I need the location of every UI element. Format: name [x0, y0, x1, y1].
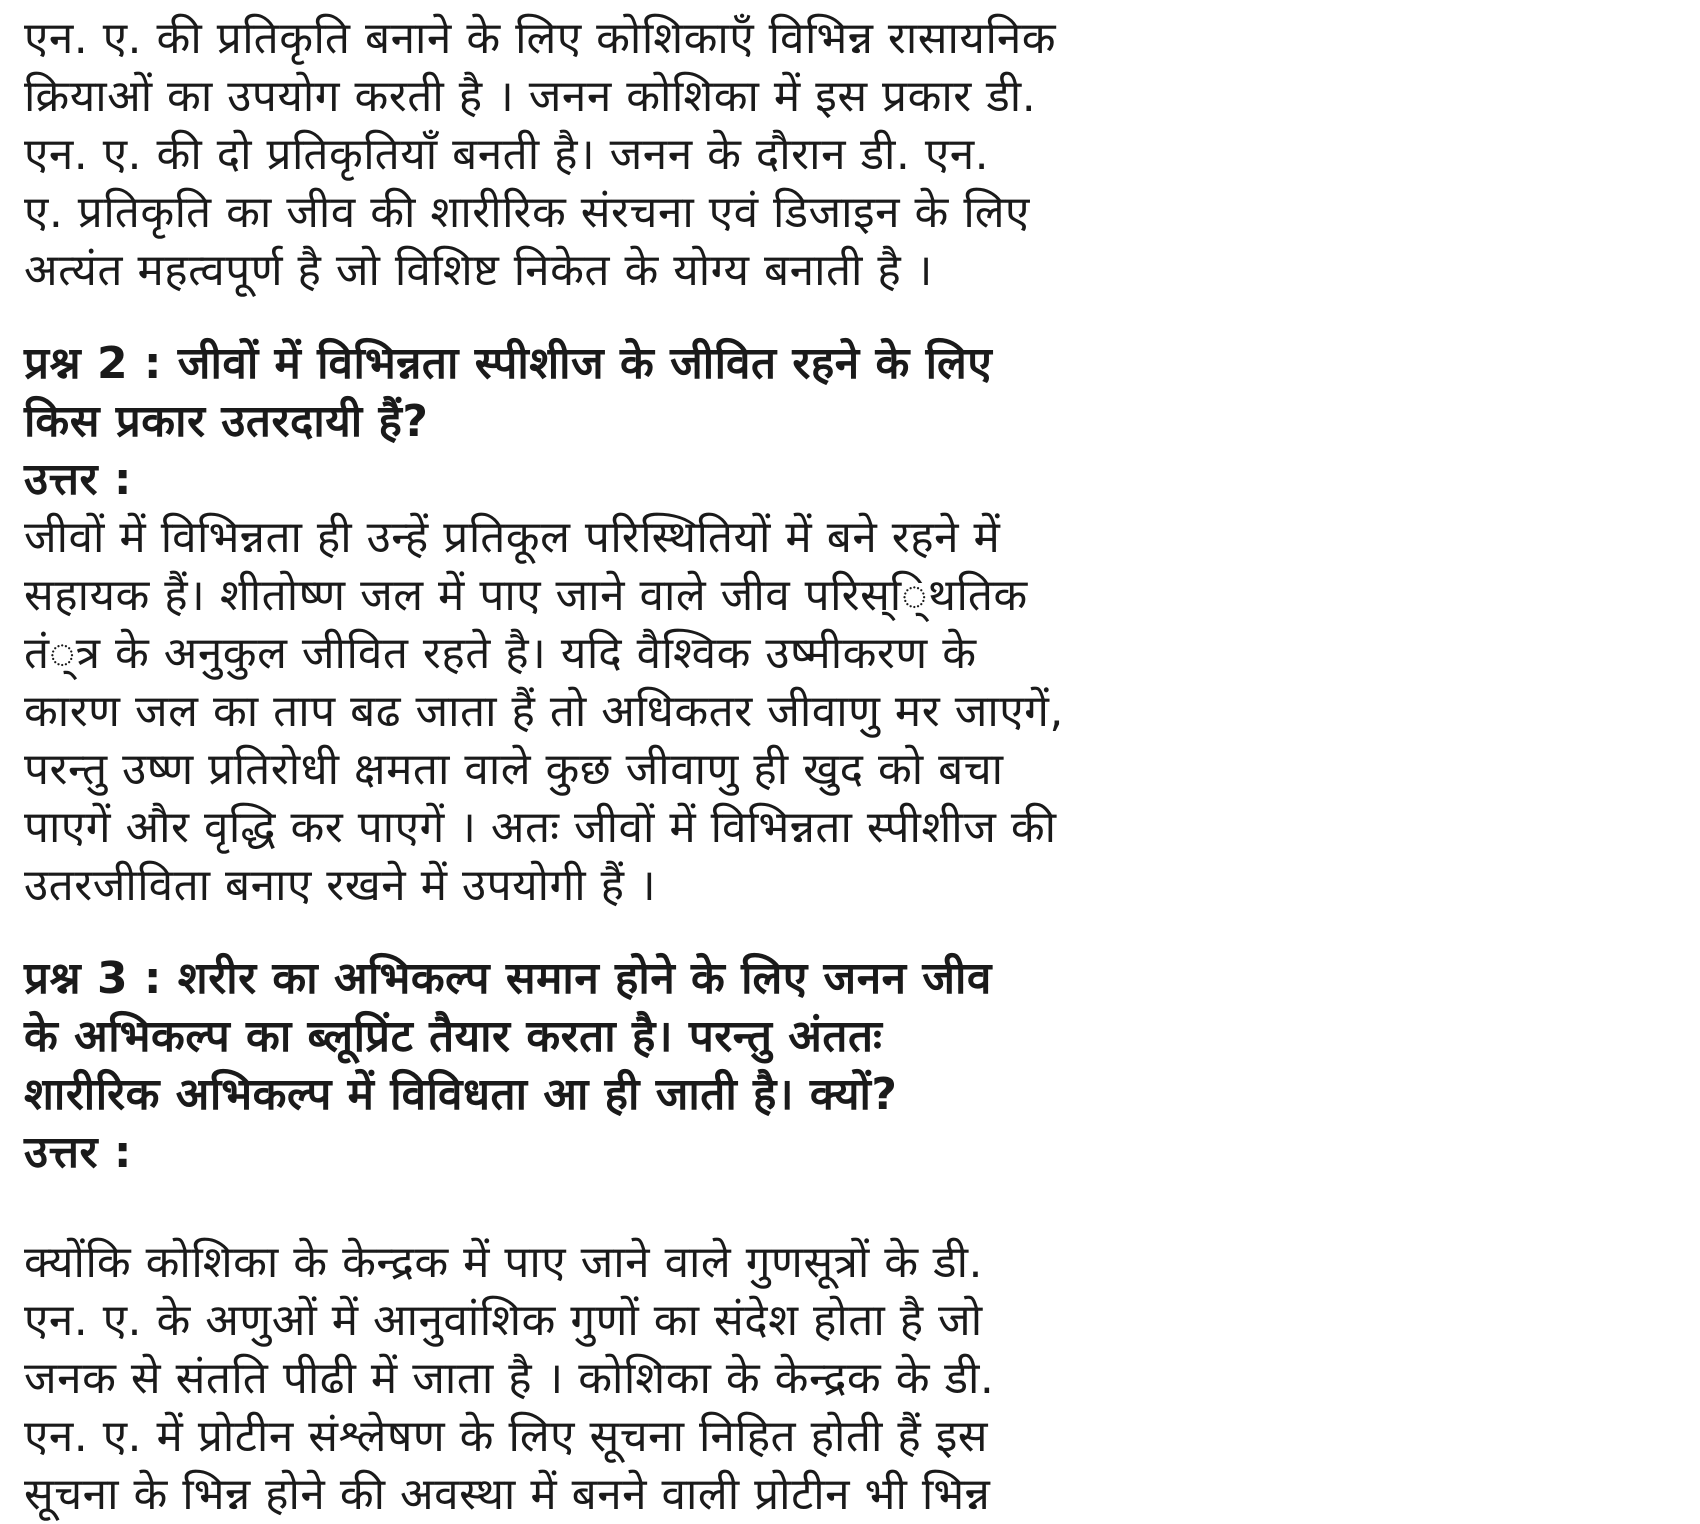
question-3-line: प्रश्न 3 : शरीर का अभिकल्प समान होने के लिए जनन जीव — [24, 953, 992, 1004]
text-line: एन. ए. की दो प्रतिकृतियाँ बनती है। जनन के दौरान डी. एन. — [24, 129, 990, 180]
question-3 — [24, 950, 1184, 1524]
answer-3-line: सूचना के भिन्न होने की अवस्था में बनने वाली प्रोटीन भी भिन्न — [24, 1469, 991, 1520]
answer-2-label: उत्तर : — [24, 454, 132, 505]
text-line: अत्यंत महत्वपूर्ण है जो विशिष्ट निकेत के योग्य बनाती है । — [24, 245, 933, 296]
document-page — [24, 0, 1184, 1524]
answer-2-line: तं्त्र के अनुकुल जीवित रहते है। यदि वैश्विक उष्मीकरण के — [24, 628, 977, 679]
answer-3-line: क्योंकि कोशिका के केन्द्रक में पाए जाने वाले गुणसूत्रों के डी. — [24, 1237, 983, 1288]
answer-2-line: पाएगें और वृद्धि कर पाएगें । अतः जीवों में विभिन्नता स्पीशीज की — [24, 802, 1057, 853]
spacer — [24, 1182, 1184, 1234]
question-3-line: शारीरिक अभिकल्प में विविधता आ ही जाती है। क्यों? — [24, 1069, 898, 1120]
text-line: एन. ए. की प्रतिकृति बनाने के लिए कोशिकाएँ विभिन्न रासायनिक — [24, 13, 1057, 64]
answer-3-line: एन. ए. के अणुओं में आनुवांशिक गुणों का संदेश होता है जो — [24, 1295, 983, 1346]
answer-3-line: एन. ए. में प्रोटीन संश्लेषण के लिए सूचना निहित होती हैं इस — [24, 1411, 989, 1462]
question-2 — [24, 335, 1184, 915]
answer-2-line: कारण जल का ताप बढ जाता हैं तो अधिकतर जीवाणु मर जाएगें, — [24, 686, 1064, 737]
answer-3-line: जनक से संतति पीढी में जाता है । कोशिका के केन्द्रक के डी. — [24, 1353, 995, 1404]
answer-2-line: परन्तु उष्ण प्रतिरोधी क्षमता वाले कुछ जीवाणु ही खुद को बचा — [24, 744, 1004, 795]
answer-3-label: उत्तर : — [24, 1127, 132, 1178]
answer-2-line: जीवों में विभिन्नता ही उन्हें प्रतिकूल परिस्थितियों में बने रहने में — [24, 512, 1001, 563]
answer-2-line: उतरजीविता बनाए रखने में उपयोगी हैं । — [24, 860, 657, 911]
question-3-line: के अभिकल्प का ब्लूप्रिंट तैयार करता है। परन्तु अंततः — [24, 1011, 883, 1062]
answer-2-line: सहायक हैं। शीतोष्ण जल में पाए जाने वाले जीव परिस्ि्थतिक — [24, 570, 1028, 621]
paragraph-dna-replication — [24, 10, 1184, 300]
question-2-line: प्रश्न 2 : जीवों में विभिन्नता स्पीशीज के जीवित रहने के लिए — [24, 338, 993, 389]
spacer — [24, 300, 1184, 335]
text-line: ए. प्रतिकृति का जीव की शारीरिक संरचना एवं डिजाइन के लिए — [24, 187, 1030, 238]
spacer — [24, 915, 1184, 950]
question-2-line: किस प्रकार उतरदायी हैं? — [24, 396, 429, 447]
text-line: क्रियाओं का उपयोग करती है । जनन कोशिका में इस प्रकार डी. — [24, 71, 1037, 122]
